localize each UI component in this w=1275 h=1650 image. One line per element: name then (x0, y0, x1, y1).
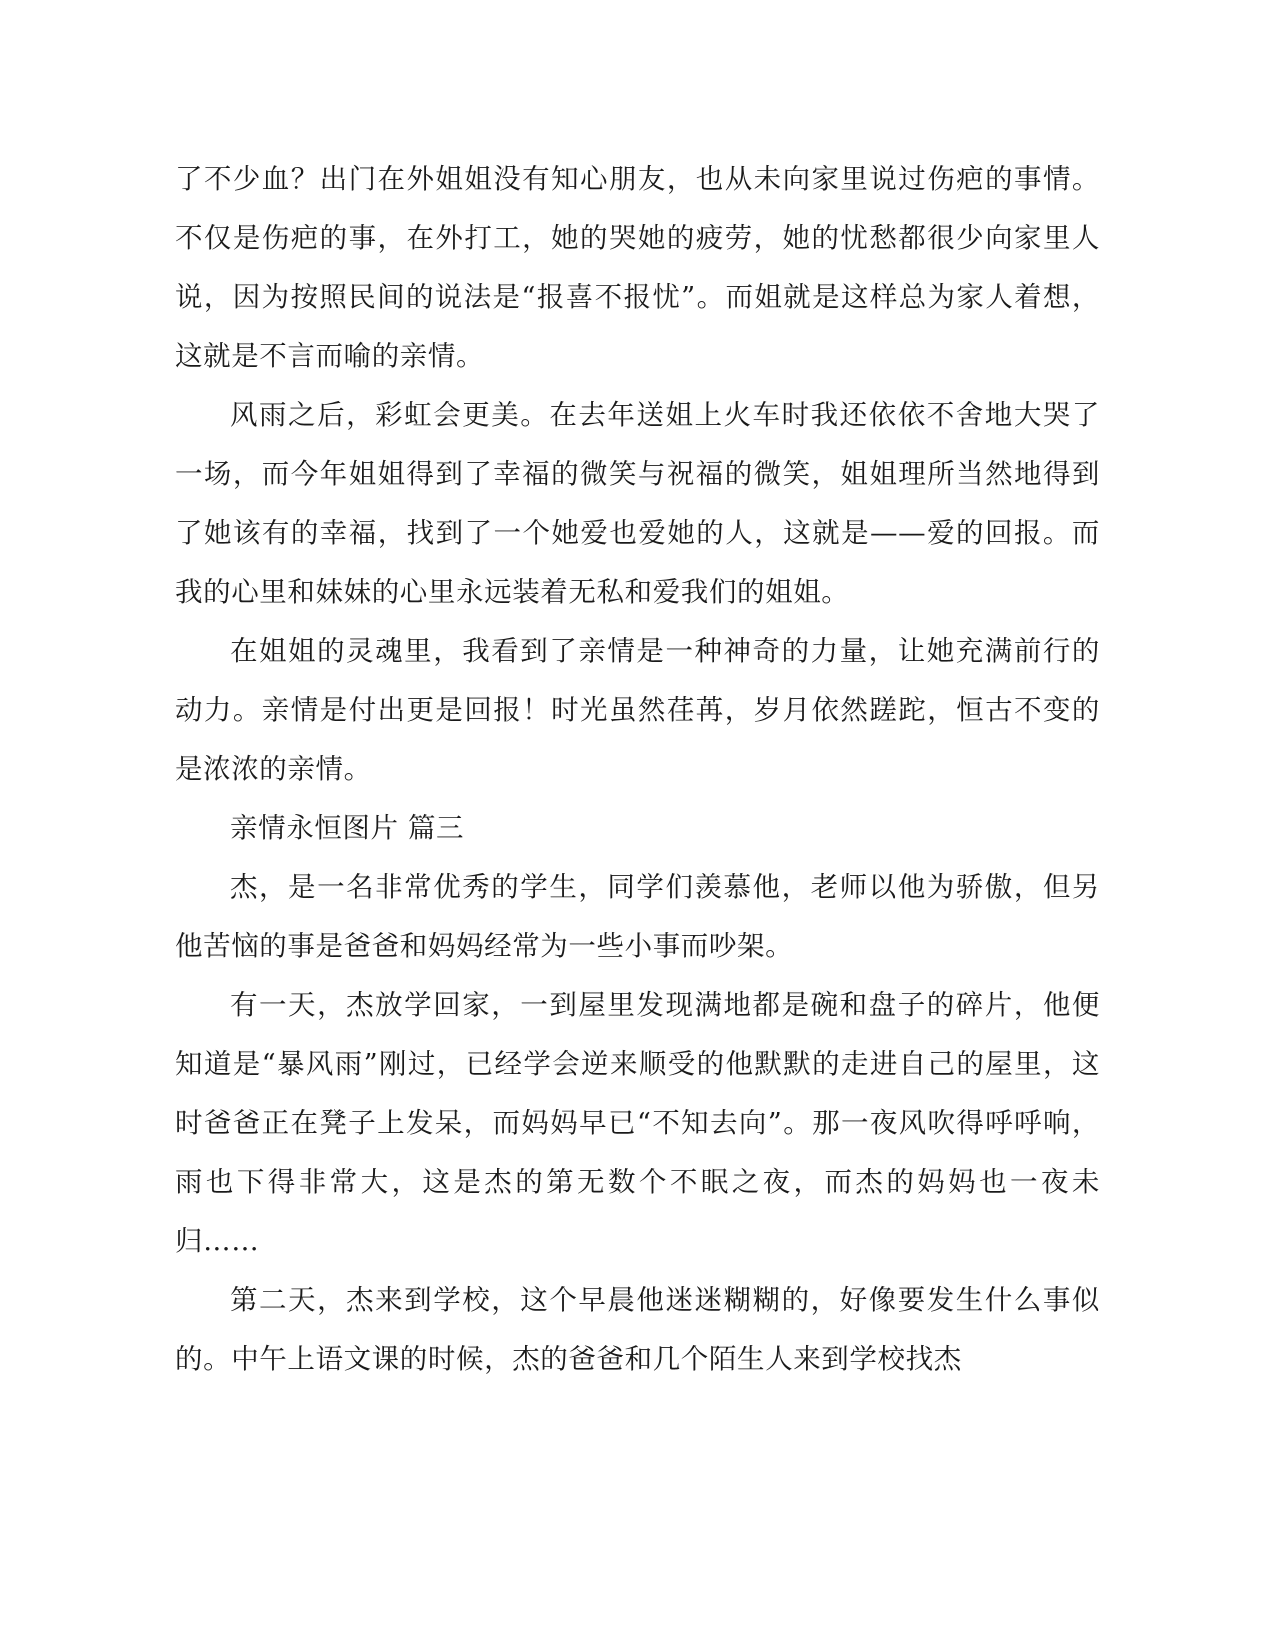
paragraph-4: 杰，是一名非常优秀的学生，同学们羡慕他，老师以他为骄傲，但另他苦恼的事是爸爸和妈妈经常为一些小事而吵架。 (175, 871, 1100, 962)
paragraph-6: 第二天，杰来到学校，这个早晨他迷迷糊糊的，好像要发生什么事似的。中午上语文课的时候，杰的爸爸和几个陌生人来到学校找杰 (175, 1284, 1100, 1375)
paragraph-2: 风雨之后，彩虹会更美。在去年送姐上火车时我还依依不舍地大哭了一场，而今年姐姐得到了幸福的微笑与祝福的微笑，姐姐理所当然地得到了她该有的幸福，找到了一个她爱也爱她的人，这就是——爱的回报。而我的心里和妹妹的心里永远装着无私和爱我们的姐姐。 (175, 399, 1100, 608)
paragraph-3: 在姐姐的灵魂里，我看到了亲情是一种神奇的力量，让她充满前行的动力。亲情是付出更是回报！时光虽然荏苒，岁月依然蹉跎，恒古不变的是浓浓的亲情。 (175, 635, 1100, 785)
section-heading: 亲情永恒图片 篇三 (230, 812, 465, 844)
paragraph-5: 有一天，杰放学回家，一到屋里发现满地都是碗和盘子的碎片，他便知道是“暴风雨”刚过，已经学会逆来顺受的他默默的走进自己的屋里，这时爸爸正在凳子上发呆，而妈妈早已“不知去向”。那一夜风吹得呼呼响，雨也下得非常大，这是杰的第无数个不眠之夜，而杰的妈妈也一夜未归…… (175, 989, 1100, 1257)
document-body (175, 150, 1100, 1389)
paragraph-1: 了不少血？出门在外姐姐没有知心朋友，也从未向家里说过伤疤的事情。不仅是伤疤的事，在外打工，她的哭她的疲劳，她的忧愁都很少向家里人说，因为按照民间的说法是“报喜不报忧”。而姐就是这样总为家人着想，这就是不言而喻的亲情。 (175, 163, 1100, 372)
